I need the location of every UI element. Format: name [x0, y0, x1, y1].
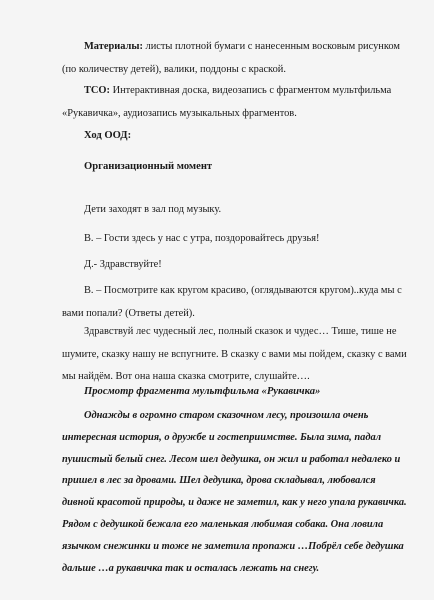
organizational-heading: Организационный момент [84, 161, 213, 172]
look-paragraph: В. – Посмотрите как кругом красиво, (оглядываются кругом)..куда мы с вами попали? (Ответы детей). [62, 285, 402, 319]
tso-text: Интерактивная доска, видеозапись с фрагментом мультфильма «Рукавичка», аудиозапись музыкальных фрагментов. [62, 85, 392, 119]
materials-label: Материалы: [84, 41, 143, 52]
enter-line: Дети заходят в зал под музыку. [84, 204, 222, 215]
materials-text: листы плотной бумаги с нанесенным восковым рисунком (по количеству детей), валики, поддоны с краской. [62, 41, 400, 75]
story-paragraph: Однажды в огромно старом сказочном лесу, произошла очень интересная история, о дружбе и гостеприимстве. Была зима, падал пушистый белый снег. Лесом шел дедушка, он жил и работал недалеко и пришел в лес за дровами. Шел дедушка, дрова складывал, любовался дивной красотой природы, и даже не заметил, как у него упала рукавичка. Рядом с дедушкой бежала его маленькая любимая собака. Она ловила язычком снежинки и тоже не заметила пропажи …Побрёл себе дедушка дальше …а рукавичка так и осталась лежать на снегу. [62, 410, 407, 574]
viewing-heading: Просмотр фрагмента мультфильма «Рукавичка» [84, 386, 321, 397]
guests-line: В. – Гости здесь у нас с утра, поздоровайтесь друзья! [84, 233, 320, 244]
course-heading: Ход ООД: [84, 130, 132, 141]
materials-paragraph [62, 36, 407, 81]
tso-label: ТСО: [84, 85, 110, 96]
forest-paragraph: Здравствуй лес чудесный лес, полный сказок и чудес… Тише, тише не шумите, сказку нашу не вспугните. В сказку с вами мы пойдем, сказку с вами мы найдём. Вот она наша сказка смотрите, слушайте…. [62, 326, 407, 382]
hello-line: Д.- Здравствуйте! [84, 259, 162, 270]
tso-paragraph [62, 80, 407, 125]
